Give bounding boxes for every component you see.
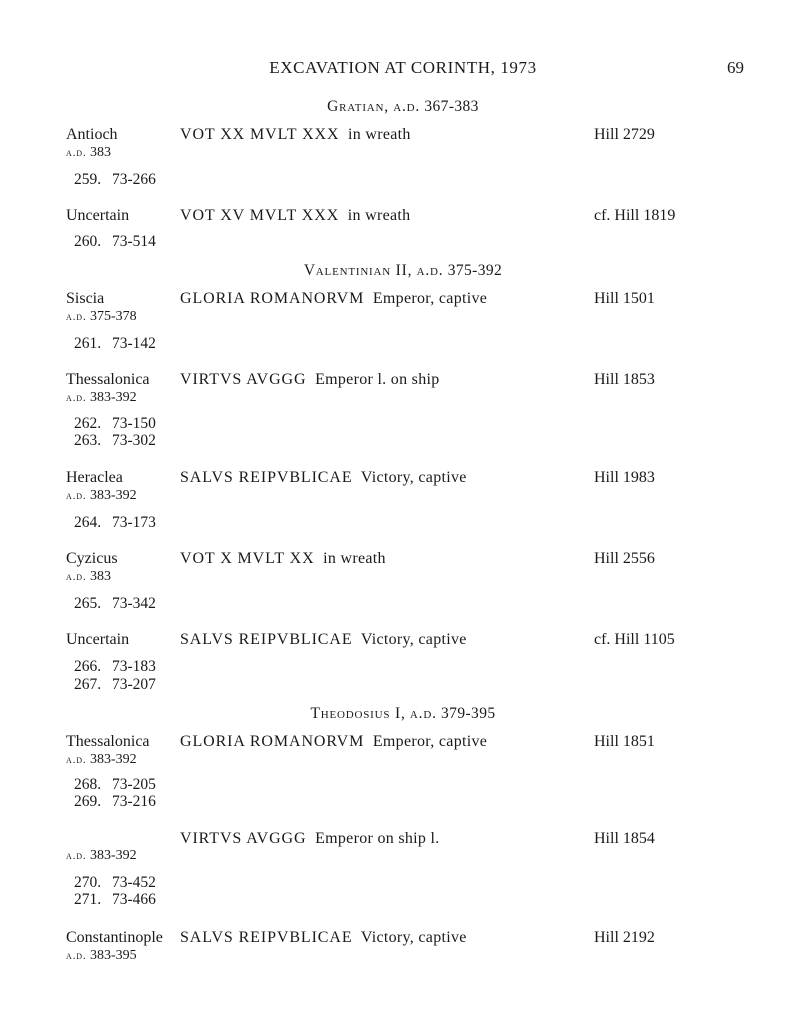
running-title: EXCAVATION AT CORINTH, 1973 <box>269 58 537 77</box>
hill-reference: Hill 2192 <box>594 929 655 946</box>
catalog-item: 264. 73-173 <box>74 514 156 531</box>
catalog-item: 262. 73-150 <box>74 415 156 432</box>
hill-reference: Hill 1983 <box>594 469 655 486</box>
reign-years: 375-392 <box>447 262 503 279</box>
mint-name: Thessalonica <box>66 371 150 388</box>
section-heading-theodosius <box>0 705 806 723</box>
hill-reference: Hill 2556 <box>594 550 655 567</box>
emperor-name: Valentinian II, <box>303 262 413 279</box>
page-number: 69 <box>727 58 744 77</box>
coin-legend: GLORIA ROMANORVM Emperor, captive <box>180 733 488 750</box>
catalog-item: 260. 73-514 <box>74 233 156 250</box>
hill-reference: Hill 1853 <box>594 371 655 388</box>
page-header <box>0 58 806 84</box>
mint-name: Uncertain <box>66 631 130 648</box>
hill-reference: cf. Hill 1819 <box>594 207 676 224</box>
mint-name: Heraclea <box>66 469 123 486</box>
catalog-item: 266. 73-183 <box>74 658 156 675</box>
coin-legend: VIRTVS AVGGG Emperor l. on ship <box>180 371 440 388</box>
catalog-item: 270. 73-452 <box>74 874 156 891</box>
mint-name: Constantinople <box>66 929 163 946</box>
catalog-item: 269. 73-216 <box>74 793 156 810</box>
ad-abbrev: a.d. <box>416 262 444 279</box>
mint-date: a.d. 383-392 <box>66 390 137 405</box>
mint-name: Siscia <box>66 290 105 307</box>
coin-legend: VIRTVS AVGGG Emperor on ship l. <box>180 830 440 847</box>
mint-name: Cyzicus <box>66 550 118 567</box>
coin-legend: SALVS REIPVBLICAE Victory, captive <box>180 929 467 946</box>
coin-legend: VOT X MVLT XX in wreath <box>180 550 386 567</box>
mint-date: a.d. 383-395 <box>66 948 137 963</box>
emperor-name: Gratian, <box>327 98 389 115</box>
ad-abbrev: a.d. <box>393 98 421 115</box>
reign-years: 379-395 <box>441 705 496 722</box>
hill-reference: Hill 2729 <box>594 126 655 143</box>
coin-legend: VOT XX MVLT XXX in wreath <box>180 126 411 143</box>
catalog-item: 263. 73-302 <box>74 432 156 449</box>
coin-legend: SALVS REIPVBLICAE Victory, captive <box>180 469 467 486</box>
mint-date: a.d. 375-378 <box>66 309 137 324</box>
hill-reference: Hill 1851 <box>594 733 655 750</box>
catalog-item: 267. 73-207 <box>74 676 156 693</box>
ad-abbrev: a.d. <box>409 705 437 722</box>
mint-date: a.d. 383-392 <box>66 488 137 503</box>
coin-legend: GLORIA ROMANORVM Emperor, captive <box>180 290 488 307</box>
mint-name: Thessalonica <box>66 733 150 750</box>
catalog-item: 265. 73-342 <box>74 595 156 612</box>
mint-date: a.d. 383 <box>66 145 112 160</box>
coin-legend: VOT XV MVLT XXX in wreath <box>180 207 411 224</box>
section-heading-valentinian <box>0 262 806 280</box>
emperor-name: Theodosius I, <box>310 705 406 722</box>
mint-date: a.d. 383-392 <box>66 848 137 863</box>
mint-date: a.d. 383-392 <box>66 752 137 767</box>
hill-reference: Hill 1854 <box>594 830 655 847</box>
catalog-item: 261. 73-142 <box>74 335 156 352</box>
catalog-item: 271. 73-466 <box>74 891 156 908</box>
catalog-item: 259. 73-266 <box>74 171 156 188</box>
reign-years: 367-383 <box>424 98 479 115</box>
coin-legend: SALVS REIPVBLICAE Victory, captive <box>180 631 467 648</box>
section-heading-gratian <box>0 98 806 116</box>
mint-name: Uncertain <box>66 207 130 224</box>
catalog-item: 268. 73-205 <box>74 776 156 793</box>
hill-reference: cf. Hill 1105 <box>594 631 675 648</box>
mint-date: a.d. 383 <box>66 569 112 584</box>
hill-reference: Hill 1501 <box>594 290 655 307</box>
mint-name: Antioch <box>66 126 118 143</box>
